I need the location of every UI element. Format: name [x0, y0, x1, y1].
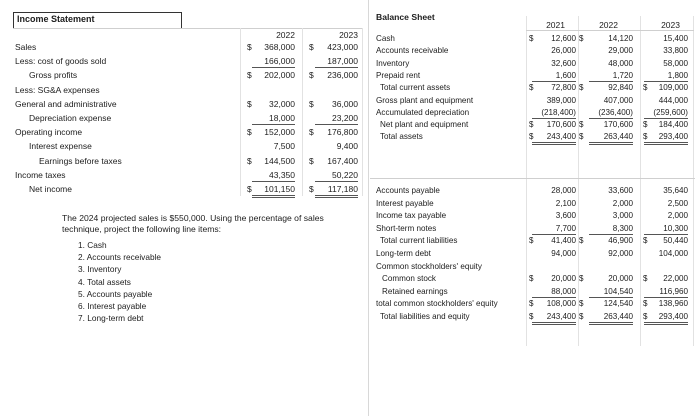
income-dollar-2022: $: [247, 42, 252, 52]
bs-value-2021[interactable]: 72,800: [551, 83, 576, 93]
bs-value-2023[interactable]: 293,400: [644, 131, 688, 145]
bs-value-2021[interactable]: 389,000: [546, 95, 576, 105]
bs-dollar-2021: $: [529, 120, 534, 130]
bs-value-2022[interactable]: 263,440: [589, 131, 633, 145]
bs-dollar-2022: $: [579, 274, 584, 284]
income-dollar-2023: $: [309, 98, 314, 109]
bs-row-label: Common stock: [382, 274, 436, 284]
bs-value-2023[interactable]: 50,440: [663, 236, 688, 246]
bs-value-2022[interactable]: 124,540: [603, 299, 633, 309]
balance-year-2022: 2022: [599, 20, 618, 30]
question-item[interactable]: 1. Cash: [78, 240, 107, 250]
bs-value-2022[interactable]: 92,840: [608, 83, 633, 93]
income-value-2023[interactable]: 117,180: [315, 184, 358, 198]
bs-row-label: Interest payable: [376, 198, 434, 208]
bs-value-2023[interactable]: 33,800: [663, 46, 688, 56]
bs-row-label: Total assets: [380, 132, 423, 142]
bs-dollar-2021: $: [529, 274, 534, 284]
income-dollar-2022: $: [247, 184, 252, 194]
bs-value-2023[interactable]: 58,000: [663, 58, 688, 68]
income-statement-title: Income Statement: [17, 14, 95, 24]
bs-value-2021[interactable]: 2,100: [555, 198, 576, 208]
income-value-2022[interactable]: 43,350: [252, 170, 295, 182]
bs-value-2021[interactable]: 243,400: [532, 311, 576, 325]
bs-value-2023[interactable]: 2,500: [667, 198, 688, 208]
bs-row-label: Net plant and equipment: [380, 120, 469, 130]
bs-dollar-2021: $: [529, 312, 534, 321]
income-dollar-2023: $: [309, 70, 314, 81]
bs-dollar-2023: $: [643, 274, 648, 284]
bs-value-2023[interactable]: 444,000: [658, 95, 688, 105]
bs-value-2021[interactable]: 108,000: [546, 299, 576, 309]
income-title-cell[interactable]: [13, 12, 182, 29]
income-dollar-2023: $: [309, 184, 314, 194]
question-item[interactable]: 6. Interest payable: [78, 301, 147, 311]
income-dollar-2022: $: [247, 155, 252, 166]
bs-dollar-2022: $: [579, 132, 584, 142]
bs-value-2022[interactable]: 1,720: [589, 70, 633, 82]
bs-row-label: Inventory: [376, 58, 410, 68]
bs-dollar-2021: $: [529, 83, 534, 93]
bs-row-label: Long-term debt: [376, 249, 431, 258]
bs-dollar-2023: $: [643, 312, 648, 321]
income-dollar-2023: $: [309, 42, 314, 52]
bs-value-2021[interactable]: 32,600: [551, 58, 576, 68]
income-row-label: Operating income: [15, 127, 83, 138]
bs-value-2023[interactable]: 35,640: [663, 186, 688, 195]
bs-value-2021[interactable]: 7,700: [532, 223, 576, 235]
bs-value-2022[interactable]: 92,000: [608, 249, 633, 258]
bs-value-2023[interactable]: 109,000: [658, 83, 688, 93]
bs-dollar-2023: $: [643, 132, 648, 142]
income-row-label: Gross profits: [29, 70, 78, 81]
bs-row-label: Accounts receivable: [376, 46, 449, 56]
income-dollar-2023: $: [309, 127, 314, 138]
bs-row-label: Cash: [376, 34, 395, 43]
income-value-2023[interactable]: 36,000: [332, 98, 358, 109]
bs-value-2021[interactable]: 12,600: [551, 34, 576, 43]
bs-dollar-2022: $: [579, 34, 584, 43]
bs-row-label: Gross plant and equipment: [376, 95, 474, 105]
bs-value-2023[interactable]: (259,600): [644, 107, 688, 119]
bs-value-2022[interactable]: 170,600: [603, 120, 633, 130]
bs-row-label: Common stockholders' equity: [376, 261, 482, 271]
bs-value-2023[interactable]: 15,400: [663, 34, 688, 43]
income-value-2022[interactable]: 166,000: [252, 56, 295, 68]
bs-dollar-2021: $: [529, 299, 534, 309]
income-year-2022: 2022: [276, 30, 295, 40]
bs-value-2023[interactable]: 1,800: [644, 70, 688, 82]
income-row-label: Sales: [15, 42, 37, 52]
income-value-2022[interactable]: 32,000: [269, 98, 295, 109]
income-dollar-2022: $: [247, 70, 252, 81]
bs-dollar-2022: $: [579, 312, 584, 321]
bs-row-label: total common stockholders' equity: [376, 299, 498, 309]
income-value-2023[interactable]: 50,220: [315, 170, 358, 182]
bs-value-2021[interactable]: 3,600: [555, 211, 576, 221]
bs-dollar-2022: $: [579, 120, 584, 130]
bs-dollar-2023: $: [643, 120, 648, 130]
bs-value-2022[interactable]: (236,400): [589, 107, 633, 119]
balance-sheet-title: Balance Sheet: [376, 12, 435, 22]
question-item[interactable]: 7. Long-term debt: [78, 313, 144, 324]
question-item[interactable]: 3. Inventory: [78, 264, 122, 275]
question-text: The 2024 projected sales is $550,000. Using the percentage of sales technique, project the following line items:: [62, 213, 324, 234]
income-row-label: General and administrative: [15, 98, 117, 109]
bs-row-label: Prepaid rent: [376, 70, 421, 80]
income-value-2022[interactable]: 368,000: [264, 42, 295, 52]
income-value-2022[interactable]: 202,000: [264, 70, 295, 81]
bs-value-2022[interactable]: 20,000: [608, 274, 633, 284]
bs-value-2021[interactable]: 170,600: [546, 120, 576, 130]
bs-value-2021[interactable]: 28,000: [551, 186, 576, 195]
income-dollar-2023: $: [309, 155, 314, 166]
income-value-2023[interactable]: 176,800: [327, 127, 358, 138]
bs-value-2022[interactable]: 29,000: [608, 46, 633, 56]
bs-row-label: Accounts payable: [376, 186, 440, 195]
bs-value-2022[interactable]: 33,600: [608, 186, 633, 195]
income-value-2023[interactable]: 236,000: [327, 70, 358, 81]
income-value-2022[interactable]: 144,500: [264, 155, 295, 166]
income-row-label: Earnings before taxes: [39, 155, 122, 166]
bs-value-2023[interactable]: 138,960: [658, 299, 688, 309]
bs-value-2021[interactable]: 94,000: [551, 249, 576, 258]
question-item[interactable]: 2. Accounts receivable: [78, 252, 162, 263]
bs-value-2023[interactable]: 22,000: [663, 274, 688, 284]
bs-row-label: Accumulated depreciation: [376, 107, 470, 117]
income-value-2023[interactable]: 167,400: [327, 155, 358, 166]
bs-dollar-2021: $: [529, 236, 534, 246]
bs-dollar-2023: $: [643, 236, 648, 246]
bs-value-2021[interactable]: 243,400: [532, 131, 576, 145]
bs-value-2021[interactable]: 41,400: [551, 236, 576, 246]
bs-value-2022[interactable]: 3,000: [612, 211, 633, 221]
income-dollar-2022: $: [247, 98, 252, 109]
bs-dollar-2023: $: [643, 299, 648, 309]
bs-row-label: Total liabilities and equity: [380, 312, 470, 321]
question-item[interactable]: 5. Accounts payable: [78, 288, 153, 299]
income-value-2022[interactable]: 101,150: [252, 184, 295, 198]
income-row-label: Interest expense: [29, 141, 92, 152]
bs-value-2021[interactable]: 26,000: [551, 46, 576, 56]
bs-value-2023[interactable]: 116,960: [644, 286, 688, 298]
bs-row-label: Income tax payable: [376, 211, 447, 221]
bs-value-2021[interactable]: 1,600: [532, 70, 576, 82]
bs-value-2023[interactable]: 184,400: [658, 120, 688, 130]
bs-value-2023[interactable]: 104,000: [658, 249, 688, 258]
bs-value-2022[interactable]: 8,300: [589, 223, 633, 235]
bs-value-2022[interactable]: 104,540: [589, 286, 633, 298]
income-row-label: Income taxes: [15, 169, 66, 180]
bs-value-2022[interactable]: 263,440: [589, 311, 633, 325]
bs-value-2021[interactable]: (218,400): [532, 107, 576, 119]
bs-value-2023[interactable]: 10,300: [644, 223, 688, 235]
income-row-label: Less: cost of goods sold: [15, 56, 107, 67]
income-year-2023: 2023: [339, 30, 358, 40]
income-row-label: Depreciation expense: [29, 113, 112, 123]
balance-year-2023: 2023: [661, 20, 680, 30]
question-item[interactable]: 4. Total assets: [78, 276, 131, 287]
bs-dollar-2021: $: [529, 132, 534, 142]
bs-dollar-2022: $: [579, 83, 584, 93]
income-value-2022[interactable]: 18,000: [252, 113, 295, 125]
bs-value-2021[interactable]: 20,000: [551, 274, 576, 284]
income-value-2023[interactable]: 23,200: [315, 113, 358, 125]
bs-row-label: Short-term notes: [376, 223, 437, 233]
income-value-2023[interactable]: 187,000: [315, 56, 358, 68]
bs-value-2022[interactable]: 2,000: [612, 198, 633, 208]
bs-value-2022[interactable]: 48,000: [608, 58, 633, 68]
income-row-label: Net income: [29, 184, 72, 194]
bs-value-2022[interactable]: 46,900: [608, 236, 633, 246]
income-value-2022[interactable]: 152,000: [264, 127, 295, 138]
bs-dollar-2021: $: [529, 34, 534, 43]
bs-value-2022[interactable]: 14,120: [608, 34, 633, 43]
bs-value-2023[interactable]: 293,400: [644, 311, 688, 325]
bs-row-label: Total current liabilities: [380, 236, 458, 246]
income-value-2023[interactable]: 423,000: [327, 42, 358, 52]
bs-value-2021[interactable]: 88,000: [532, 286, 576, 298]
income-value-2023[interactable]: 9,400: [336, 141, 358, 152]
bs-dollar-2022: $: [579, 299, 584, 309]
bs-dollar-2022: $: [579, 236, 584, 246]
bs-row-label: Retained earnings: [382, 286, 448, 296]
bs-value-2023[interactable]: 2,000: [667, 211, 688, 221]
bs-value-2022[interactable]: 407,000: [603, 95, 633, 105]
income-value-2022[interactable]: 7,500: [273, 141, 295, 152]
balance-year-2021: 2021: [546, 20, 565, 30]
bs-dollar-2023: $: [643, 83, 648, 93]
income-row-label: Less: SG&A expenses: [15, 84, 100, 95]
bs-row-label: Total current assets: [380, 83, 451, 93]
income-dollar-2022: $: [247, 127, 252, 138]
